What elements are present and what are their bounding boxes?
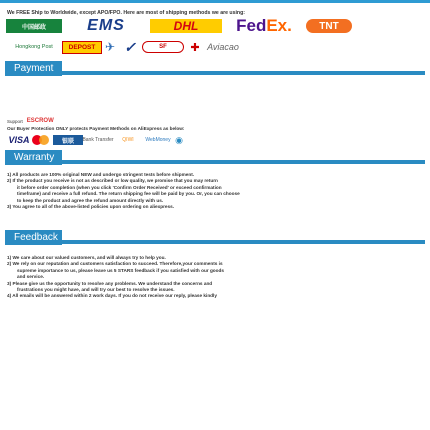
feedback-section-header [5, 230, 425, 245]
shipping-intro: We FREE Ship to Worldwide, except APO/FPO. Here are most of shipping methods we are using: [7, 10, 245, 16]
warranty-section-title: Warranty [5, 150, 62, 165]
warranty-section-rule [62, 160, 425, 164]
mastercard-icon [32, 135, 50, 145]
warranty-text [7, 172, 423, 210]
feedback-section-title: Feedback [5, 230, 62, 245]
escrow-logo: ESCROW [26, 118, 54, 124]
warranty-line: 2) If the product you receive is not as described or low quality, we promise that you may return [7, 178, 218, 184]
china-post-logo: 中国邮政 [6, 19, 62, 33]
buyer-protection-note: Our Buyer Protection ONLY protects Payment Methods on AliExpress as below: [7, 126, 185, 131]
courier-icon: ✓ [124, 38, 136, 55]
fedex-logo-ex: Ex. [266, 16, 292, 35]
globe-icon: ◉ [175, 134, 183, 145]
unionpay-logo: 银联 [53, 135, 83, 145]
deutsche-post-logo: DEPOST [62, 41, 102, 54]
shipping-logos-row-2 [6, 40, 424, 54]
warranty-line: it before order completion (when you click 'Confirm Order Received' or exceed confirmation [17, 184, 222, 190]
payment-section-title: Payment [5, 61, 62, 76]
warranty-line: to keep the product and agree the refund amount directly with us. [17, 197, 164, 203]
shipping-logos-row-1 [6, 18, 424, 34]
hongkong-post-logo: Hongkong Post [15, 44, 53, 50]
dhl-logo: DHL [150, 19, 222, 33]
feedback-text [7, 255, 423, 300]
warranty-line: 1) All products are 100% original NEW and undergo stringent tests before shipment. [7, 172, 195, 177]
payment-section-header [5, 61, 425, 76]
feedback-line: 4) All emails will be answered within 2 work days. If you do not receive our reply, please kindly [7, 293, 217, 299]
ems-logo: EMS [87, 17, 125, 34]
qiwi-logo: QIWI [122, 137, 134, 143]
feedback-line: frustrations you might have, and will try our best to resolve the issues. [17, 287, 175, 293]
airmail-icon: ✈ [104, 40, 116, 54]
fedex-logo [222, 16, 306, 36]
feedback-line: 3) Please give us the opportunity to resolve any problems. We understand the concerns and [7, 280, 213, 286]
warranty-section-header [5, 150, 425, 165]
fedex-logo-fed: Fed [236, 16, 267, 35]
warranty-line: timeframe) and receive a full refund. The return shipping fee will be paid by you. Or, you can choose [17, 191, 240, 197]
webmoney-logo: WebMoney [145, 137, 171, 143]
top-accent-bar [0, 0, 430, 3]
payment-methods-row [6, 134, 185, 146]
script-post-logo: Aviacao [207, 42, 239, 52]
escrow-support [7, 118, 54, 124]
swiss-post-icon: ✚ [190, 41, 200, 54]
warranty-line: 3) You agree to all of the above-listed policies upon ordering on aliexpress. [7, 204, 175, 210]
feedback-line: 1) We care about our valued customers, and will always try to help you. [7, 255, 166, 260]
bank-transfer-logo: Bank Transfer [82, 137, 114, 143]
sf-express-logo: SF [142, 41, 184, 53]
visa-logo: VISA [8, 135, 30, 145]
support-label: Support [7, 118, 23, 124]
feedback-line: 2) We rely on our reputation and customers satisfaction to succeed. Therefore,your comments is [7, 261, 223, 267]
tnt-logo: TNT [306, 19, 352, 33]
feedback-line: supreme importance to us, please leave us 5 STARS feedback if you satisfied with our goods [17, 267, 224, 273]
payment-section-rule [62, 71, 425, 75]
feedback-section-rule [62, 240, 425, 244]
feedback-line: and service. [17, 274, 45, 280]
